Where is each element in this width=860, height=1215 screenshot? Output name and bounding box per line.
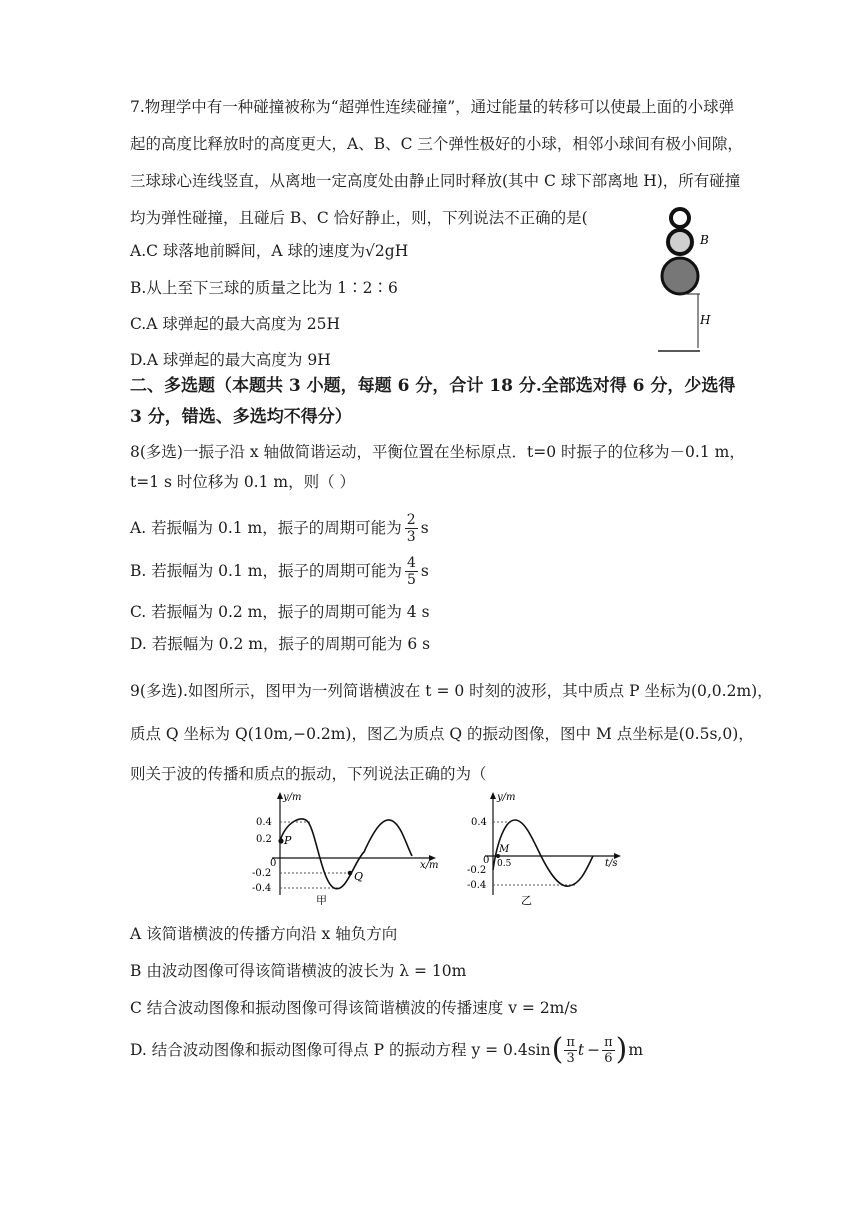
y-axis-label: y/m xyxy=(497,792,516,803)
minus-sign: − xyxy=(587,1041,601,1059)
q7-option-d: D.A 球弹起的最大高度为 9H xyxy=(130,351,331,369)
tick-minus-0.2: -0.2 xyxy=(252,868,272,879)
q9-option-d xyxy=(130,1028,643,1072)
section2-heading-line-1: 二、多选题（本题共 3 小题，每题 6 分，合计 18 分.全部选对得 6 分，少选得 xyxy=(130,376,736,396)
right-paren: ) xyxy=(615,1032,628,1067)
q9-option-d-text: D. 结合波动图像和振动图像可得点 P 的振动方程 y = 0.4sin xyxy=(130,1041,551,1059)
section2-heading-line-2: 3 分，错选、多选均不得分） xyxy=(130,407,352,427)
vibration-graph-yi xyxy=(465,790,635,905)
label-p: P xyxy=(284,834,292,847)
label-m: M xyxy=(499,844,510,855)
q7-stem-line-1: 7.物理学中有一种碰撞被称为“超弹性连续碰撞”，通过能量的转移可以使最上面的小球弹 xyxy=(130,98,735,116)
ball-b xyxy=(668,230,692,254)
pi-over-6 xyxy=(602,1035,615,1066)
q8-option-b-fraction xyxy=(405,555,418,588)
q7-stem-line-3: 三球球心连线竖直，从离地一定高度处由静止同时释放(其中 C 球下部离地 H)，所有碰撞 xyxy=(130,172,741,190)
q8-stem-line-2: t=1 s 时位移为 0.1 m，则（ ） xyxy=(130,473,356,491)
wave-graph-jia xyxy=(250,790,450,905)
q8-option-a-text: A. 若振幅为 0.1 m，振子的周期可能为 xyxy=(130,519,402,537)
pi-over-3 xyxy=(564,1035,577,1066)
q8-option-a-numerator: 2 xyxy=(406,511,416,528)
pi-num-1: π xyxy=(566,1034,575,1050)
q8-option-a-fraction xyxy=(405,512,418,545)
den-3: 3 xyxy=(566,1050,575,1066)
q8-option-a-denominator: 3 xyxy=(406,528,416,545)
point-p xyxy=(278,838,283,843)
q9-option-a: A 该简谐横波的传播方向沿 x 轴负方向 xyxy=(130,925,398,943)
variable-t: t xyxy=(577,1041,585,1059)
tick-minus-0.4: -0.4 xyxy=(467,880,487,891)
q8-option-a xyxy=(130,510,429,546)
q8-option-b-numerator: 4 xyxy=(406,554,416,571)
label-q: Q xyxy=(354,870,364,883)
tick-0.2: 0.2 xyxy=(256,834,272,845)
q8-option-b-denominator: 5 xyxy=(406,571,416,588)
label-h: H xyxy=(700,313,711,327)
q8-stem-line-1: 8(多选)一振子沿 x 轴做简谐运动，平衡位置在坐标原点．t=0 时振子的位移为－0.1 m， xyxy=(130,443,745,461)
caption-jia: 甲 xyxy=(316,894,327,905)
q8-option-d: D. 若振幅为 0.2 m，振子的周期可能为 6 s xyxy=(130,635,431,653)
caption-yi: 乙 xyxy=(521,894,532,905)
q7-option-c: C.A 球弹起的最大高度为 25H xyxy=(130,315,341,333)
ball-a xyxy=(671,209,689,227)
q8-option-b-text: B. 若振幅为 0.1 m，振子的周期可能为 xyxy=(130,562,402,580)
q7-option-a: A.C 球落地前瞬间，A 球的速度为√2gH xyxy=(130,242,409,260)
tick-minus-0.4: -0.4 xyxy=(252,883,272,894)
q8-option-b xyxy=(130,553,429,589)
q9-option-c: C 结合波动图像和振动图像可得该简谐横波的传播速度 v = 2m/s xyxy=(130,999,578,1017)
q9-stem-line-3: 则关于波的传播和质点的振动，下列说法正确的为（ xyxy=(130,765,487,783)
q7-option-b: B.从上至下三球的质量之比为 1∶2∶6 xyxy=(130,279,398,297)
point-q xyxy=(348,871,353,876)
tick-0.4: 0.4 xyxy=(471,817,487,828)
label-b: B xyxy=(700,233,709,247)
q9-stem-line-2: 质点 Q 坐标为 Q(10m,−0.2m)，图乙为质点 Q 的振动图像，图中 M 点坐标是(0.5s,0)， xyxy=(130,725,754,743)
ball-c xyxy=(662,258,698,294)
wave-curve xyxy=(280,819,412,889)
tick-0: 0 xyxy=(483,855,490,866)
q8-option-a-unit: s xyxy=(420,519,429,537)
pi-num-2: π xyxy=(604,1034,613,1050)
y-axis-label: y/m xyxy=(283,792,302,803)
q9-stem-line-1: 9(多选).如图所示，图甲为一列简谐横波在 t = 0 时刻的波形，其中质点 P 坐标为(0,0.2m)， xyxy=(130,682,773,700)
tick-minus-0.2: -0.2 xyxy=(467,865,487,876)
tick-0.4: 0.4 xyxy=(256,817,272,828)
tick-0: 0 xyxy=(270,858,277,869)
q7-stem-line-2: 起的高度比释放时的高度更大，A、B、C 三个弹性极好的小球，相邻小球间有极小间隙， xyxy=(130,135,743,153)
t-axis-label: t/s xyxy=(605,858,618,869)
den-6: 6 xyxy=(604,1050,613,1066)
y-axis-arrow xyxy=(490,792,496,799)
unit-m: m xyxy=(628,1041,644,1059)
q8-option-b-unit: s xyxy=(420,562,429,580)
left-paren: ( xyxy=(551,1032,564,1067)
q7-stem-line-4: 均为弹性碰撞，且碰后 B、C 恰好静止，则，下列说法不正确的是( xyxy=(130,209,588,227)
q9-option-b: B 由波动图像可得该简谐横波的波长为 λ = 10m xyxy=(130,962,467,980)
q7-ball-figure xyxy=(640,198,730,358)
tick-0.5: 0.5 xyxy=(497,859,512,869)
q8-option-c: C. 若振幅为 0.2 m，振子的周期可能为 4 s xyxy=(130,603,430,621)
x-axis-label: x/m xyxy=(420,860,439,871)
